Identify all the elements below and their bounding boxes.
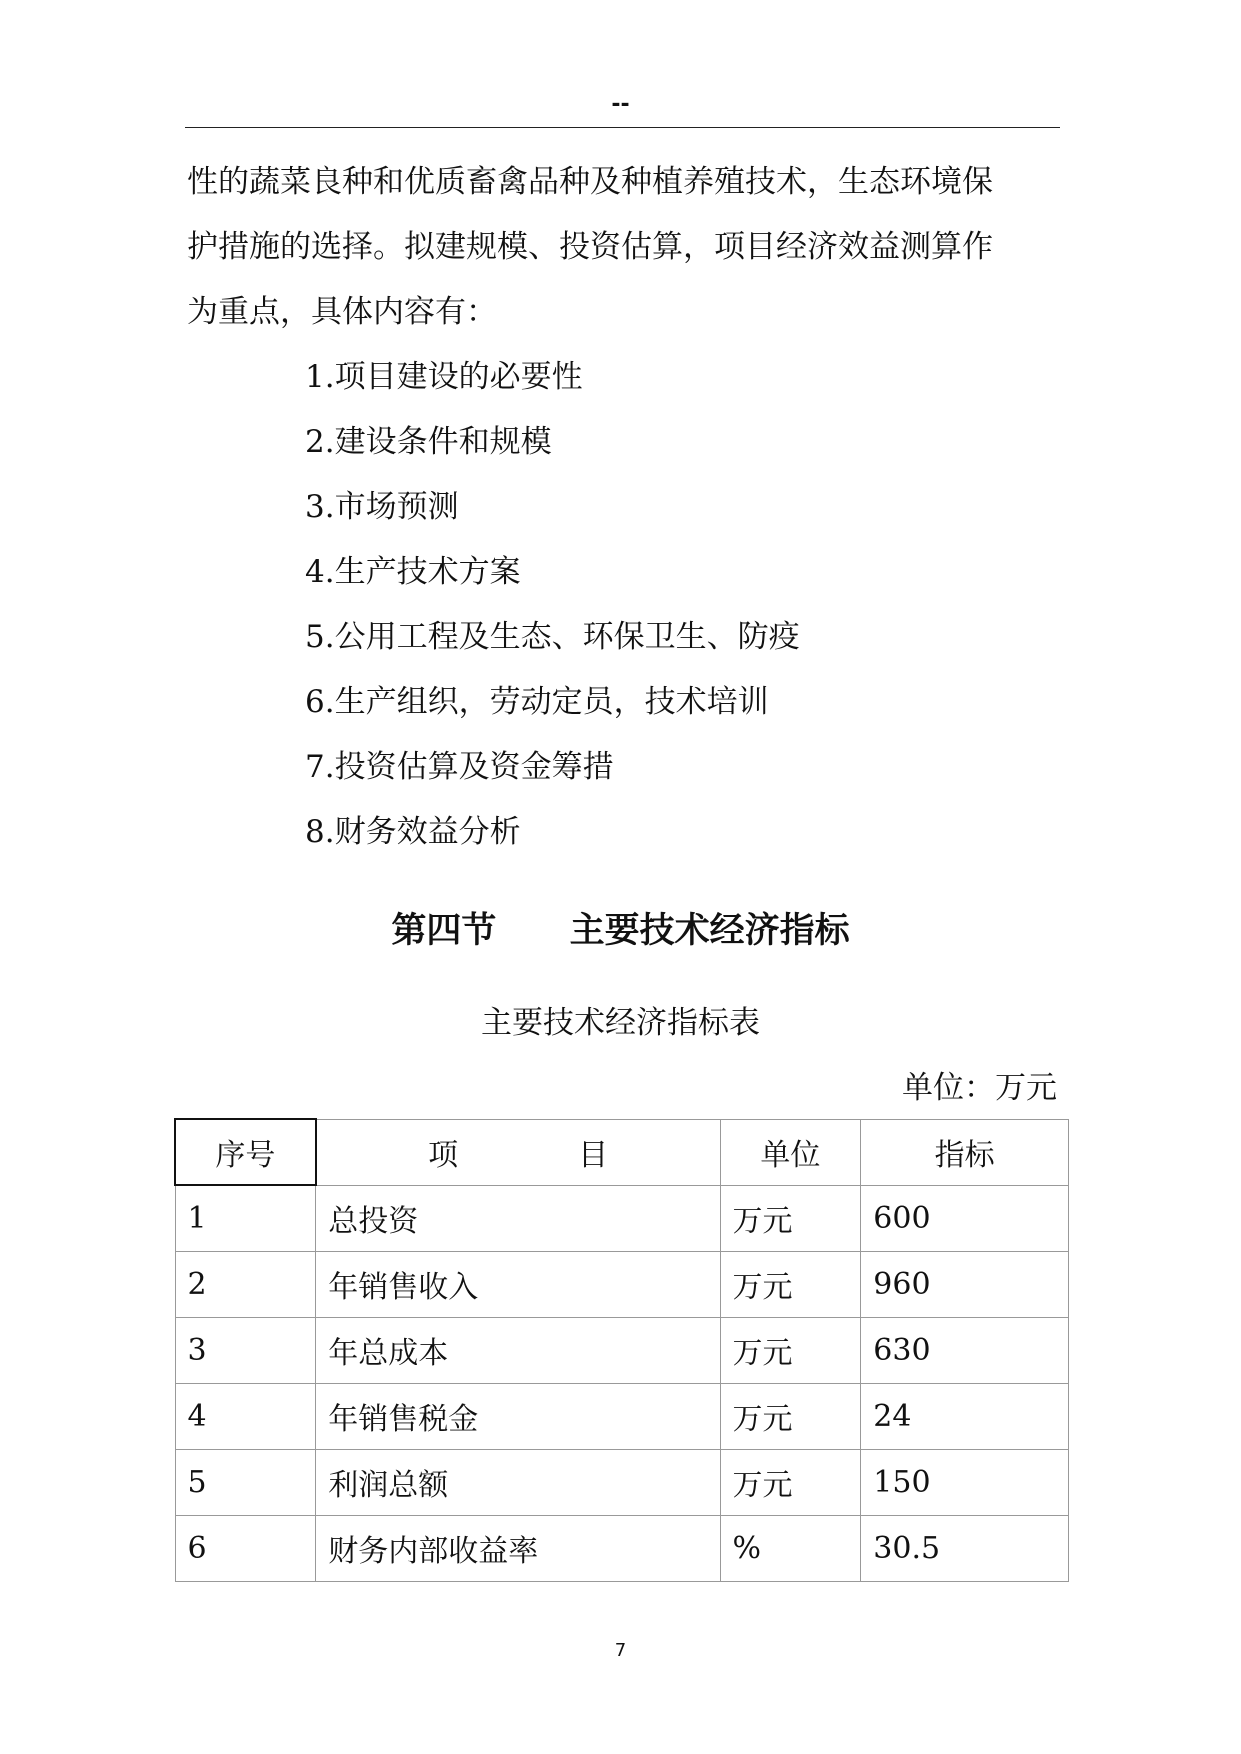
contents-item: 4.生产技术方案 [305, 554, 521, 590]
cell-seq: 2 [175, 1251, 316, 1317]
cell-seq: 1 [175, 1185, 316, 1251]
cell-value: 600 [861, 1185, 1069, 1251]
intro-line: 性的蔬菜良种和优质畜禽品种及种植养殖技术，生态环境保 [187, 164, 993, 200]
page-number: 7 [614, 1640, 627, 1661]
intro-line: 为重点，具体内容有： [187, 294, 497, 330]
header-item-a: 项 [428, 1138, 459, 1173]
cell-seq: 5 [175, 1449, 316, 1515]
page-header-mark: -- [611, 92, 630, 117]
header-rule [185, 127, 1060, 128]
contents-item: 1.项目建设的必要性 [305, 359, 583, 395]
cell-unit: 万元 [720, 1317, 861, 1383]
contents-item: 5.公用工程及生态、环保卫生、防疫 [305, 619, 800, 655]
cell-unit: 万元 [720, 1251, 861, 1317]
contents-item: 2.建设条件和规模 [305, 424, 552, 460]
cell-item: 财务内部收益率 [316, 1515, 720, 1581]
header-value: 指标 [861, 1119, 1069, 1185]
cell-seq: 3 [175, 1317, 316, 1383]
cell-item: 年总成本 [316, 1317, 720, 1383]
contents-list [305, 345, 800, 865]
contents-item: 6.生产组织，劳动定员，技术培训 [305, 684, 769, 720]
section-heading [0, 903, 1241, 953]
cell-unit: % [720, 1515, 861, 1581]
table-row [175, 1317, 1069, 1383]
contents-item: 7.投资估算及资金筹措 [305, 749, 614, 785]
header-item [316, 1119, 720, 1185]
header-unit: 单位 [720, 1119, 861, 1185]
cell-unit: 万元 [720, 1449, 861, 1515]
cell-value: 960 [861, 1251, 1069, 1317]
table-header-row [175, 1119, 1069, 1185]
header-item-b: 目 [578, 1138, 609, 1173]
table-row [175, 1185, 1069, 1251]
cell-seq: 6 [175, 1515, 316, 1581]
section-title: 主要技术经济指标 [569, 911, 850, 951]
cell-unit: 万元 [720, 1185, 861, 1251]
contents-item: 8.财务效益分析 [305, 814, 521, 850]
table-row [175, 1251, 1069, 1317]
cell-item: 年销售收入 [316, 1251, 720, 1317]
table-row [175, 1383, 1069, 1449]
cell-unit: 万元 [720, 1383, 861, 1449]
header-seq: 序号 [175, 1119, 316, 1185]
intro-line: 护措施的选择。拟建规模、投资估算，项目经济效益测算作 [187, 229, 993, 265]
cell-value: 150 [861, 1449, 1069, 1515]
table-title: 主要技术经济指标表 [481, 1005, 760, 1041]
intro-paragraph [187, 150, 1067, 345]
unit-note: 单位：万元 [902, 1070, 1057, 1106]
cell-value: 30.5 [861, 1515, 1069, 1581]
table-row [175, 1449, 1069, 1515]
cell-value: 630 [861, 1317, 1069, 1383]
indicator-table [174, 1118, 1069, 1582]
contents-item: 3.市场预测 [305, 489, 459, 525]
table-row [175, 1515, 1069, 1581]
cell-item: 年销售税金 [316, 1383, 720, 1449]
cell-item: 总投资 [316, 1185, 720, 1251]
cell-value: 24 [861, 1383, 1069, 1449]
cell-item: 利润总额 [316, 1449, 720, 1515]
section-number: 第四节 [391, 911, 497, 951]
cell-seq: 4 [175, 1383, 316, 1449]
